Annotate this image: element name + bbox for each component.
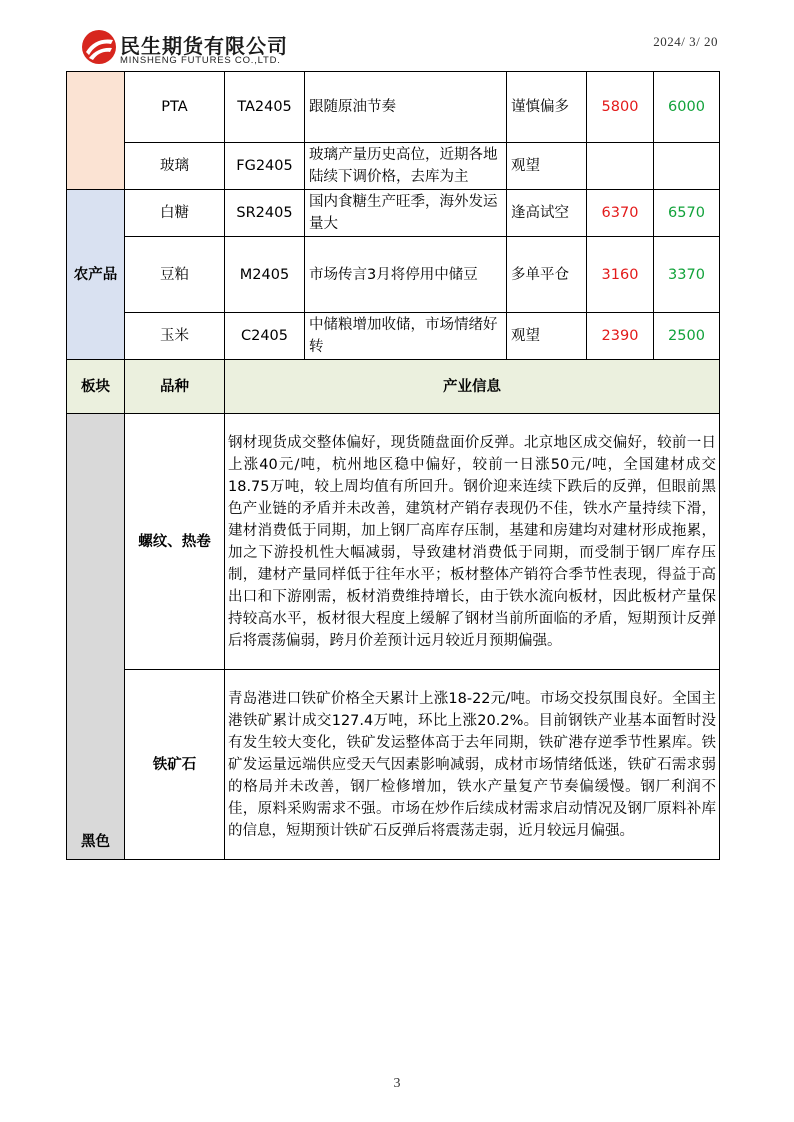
view-cell: 谨慎偏多: [507, 72, 587, 143]
minsheng-logo-icon: [80, 28, 118, 66]
variety-cell: PTA: [125, 72, 225, 143]
resistance-price-cell: [654, 143, 720, 190]
header-sector: 板块: [67, 360, 125, 414]
logic-cell: 市场传言3月将停用中储豆: [305, 237, 507, 313]
variety-cell: 豆粕: [125, 237, 225, 313]
variety-cell: 白糖: [125, 190, 225, 237]
support-price-cell: 5800: [587, 72, 654, 143]
industry-row: [67, 670, 720, 860]
variety-cell: 玉米: [125, 313, 225, 360]
page-header: [0, 0, 794, 72]
view-cell: 逢高试空: [507, 190, 587, 237]
sector-cell-energy: [67, 72, 125, 190]
resistance-price-cell: 2500: [654, 313, 720, 360]
view-cell: 多单平仓: [507, 237, 587, 313]
header-industry-info: 产业信息: [225, 360, 720, 414]
contract-cell: C2405: [225, 313, 305, 360]
resistance-price-cell: 3370: [654, 237, 720, 313]
table-row: [67, 313, 720, 360]
logic-cell: 国内食糖生产旺季，海外发运量大: [305, 190, 507, 237]
contract-cell: FG2405: [225, 143, 305, 190]
logic-cell: 中储粮增加收储，市场情绪好转: [305, 313, 507, 360]
view-cell: 观望: [507, 143, 587, 190]
variety-cell: 玻璃: [125, 143, 225, 190]
industry-info-cell: 青岛港进口铁矿价格全天累计上涨18-22元/吨。市场交投氛围良好。全国主港铁矿累计成交127.4万吨，环比上涨20.2%。目前钢铁产业基本面暂时没有发生较大变化，铁矿发运整体高于去年同期，铁矿港存逆季节性累库。铁矿发运量远端供应受天气因素影响减弱，成材市场情绪低迷，铁矿石需求弱的格局并未改善，钢厂检修增加，铁水产量复产节奏偏缓慢。钢厂利润不佳，原料采购需求不强。市场在炒作后续成材需求启动情况及钢厂原料补库的信息，短期预计铁矿石反弹后将震荡走弱，近月较远月偏强。: [225, 670, 720, 860]
view-cell: 观望: [507, 313, 587, 360]
contract-cell: TA2405: [225, 72, 305, 143]
contract-cell: SR2405: [225, 190, 305, 237]
table-row: [67, 237, 720, 313]
industry-variety-cell: 铁矿石: [125, 670, 225, 860]
page-number: 3: [393, 1076, 401, 1091]
sector-cell-agri: 农产品: [67, 190, 125, 360]
logic-cell: 跟随原油节奏: [305, 72, 507, 143]
industry-header-row: [67, 360, 720, 414]
resistance-price-cell: 6570: [654, 190, 720, 237]
support-price-cell: 3160: [587, 237, 654, 313]
sector-cell-black: 黑色: [67, 414, 125, 860]
support-price-cell: [587, 143, 654, 190]
industry-variety-cell: 螺纹、热卷: [125, 414, 225, 670]
support-price-cell: 2390: [587, 313, 654, 360]
support-price-cell: 6370: [587, 190, 654, 237]
report-date: 2024/ 3/ 20: [653, 34, 718, 49]
strategy-table: [66, 71, 720, 860]
resistance-price-cell: 6000: [654, 72, 720, 143]
logic-cell: 玻璃产量历史高位，近期各地陆续下调价格，去库为主: [305, 143, 507, 190]
company-name-cn: 民生期货有限公司: [120, 34, 288, 58]
table-row: [67, 190, 720, 237]
table-row: [67, 143, 720, 190]
industry-row: [67, 414, 720, 670]
header-variety: 品种: [125, 360, 225, 414]
contract-cell: M2405: [225, 237, 305, 313]
company-name-en: MINSHENG FUTURES CO.,LTD.: [120, 55, 281, 66]
industry-info-cell: 钢材现货成交整体偏好，现货随盘面价反弹。北京地区成交偏好，较前一日上涨40元/吨，杭州地区稳中偏好，较前一日涨50元/吨，全国建材成交18.75万吨，较上周均值有所回升。钢价迎来连续下跌后的反弹，但眼前黑色产业链的矛盾并未改善，建筑材产销存表现仍不佳，铁水产量持续下滑，建材消费低于同期，加上钢厂高库存压制，基建和房建均对建材形成拖累，加之下游投机性大幅减弱，导致建材消费低于同期，而受制于钢厂库存压制，建材产量同样低于往年水平；板材整体产销符合季节性表现，得益于高出口和下游刚需，板材消费维持增长，由于铁水流向板材，因此板材产量保持较高水平，板材很大程度上缓解了钢材当前所面临的矛盾，短期预计反弹后将震荡偏弱，跨月价差预计远月较近月预期偏强。: [225, 414, 720, 670]
table-row: [67, 72, 720, 143]
